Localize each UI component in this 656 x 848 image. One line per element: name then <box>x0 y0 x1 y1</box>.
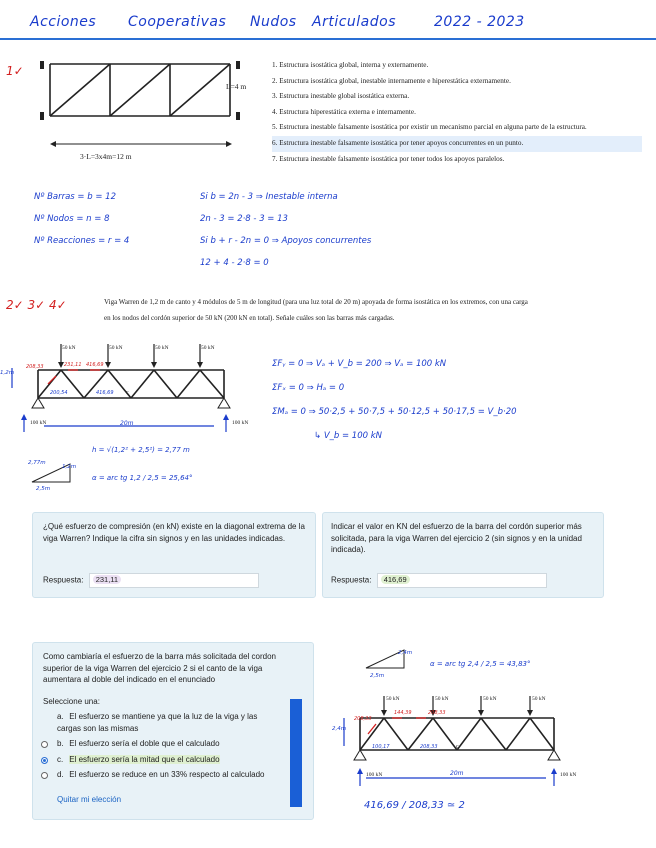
option-b[interactable] <box>33 738 279 750</box>
page-header <box>30 14 630 40</box>
option-a-letter: a. <box>57 712 64 721</box>
header-year: 2022 - 2023 <box>434 14 525 30</box>
tri2-base-label: 2,5m <box>370 673 385 679</box>
load-2-4: 50 kN <box>532 696 546 702</box>
reaction-left: 100 kN <box>30 420 47 426</box>
option-b-letter: b. <box>57 739 64 748</box>
eq-sum-m: ΣMₐ = 0 ⇒ 50·2,5 + 50·7,5 + 50·12,5 + 50·17,5 = V_b·20 <box>272 407 517 417</box>
load-2-3: 50 kN <box>483 696 497 702</box>
dim-height-label: L=4 m <box>226 82 247 91</box>
clear-choice-link[interactable]: Quitar mi elección <box>57 795 122 804</box>
bar-value-c: 416,69 <box>86 362 104 368</box>
options-list <box>33 711 279 785</box>
calc-bars: Nº Barras = b = 12 <box>34 192 116 202</box>
calc-right <box>200 186 371 274</box>
radio-d[interactable] <box>41 772 48 779</box>
answer-row-2 <box>331 573 547 588</box>
eq-sum-fy: ΣFᵧ = 0 ⇒ Vₐ + V_b = 200 ⇒ Vₐ = 100 kN <box>272 359 447 369</box>
calc-condition-3: Si b + r - 2n = 0 ⇒ Apoyos concurrentes <box>200 236 372 246</box>
tri-hyp-label: 2,77m <box>28 460 46 466</box>
statement-item-highlighted: 6. Estructura inestable falsamente isostática por tener apoyos concurrentes en un punto. <box>272 136 642 152</box>
problem-statement <box>104 294 644 326</box>
statement-item: 5. Estructura inestable falsamente isostática por existir un mecanismo parcial en alguna parte de la estructura. <box>272 123 587 132</box>
radio-b[interactable] <box>41 741 48 748</box>
question-card-2 <box>322 512 604 598</box>
header-title-acciones: Acciones <box>30 14 97 30</box>
answer-value-1: 231,11 <box>93 575 121 584</box>
calc-left <box>34 186 129 252</box>
calc-condition-2: 2n - 3 = 2·8 - 3 = 13 <box>200 214 288 224</box>
tri-height-label: 1,2m <box>62 464 77 470</box>
option-d-letter: d. <box>57 770 64 779</box>
truss-diagram-1 <box>30 52 270 172</box>
header-title-nudos: Nudos <box>250 14 297 30</box>
calc-condition-4: 12 + 4 - 2·8 = 0 <box>200 258 269 268</box>
load-2-2: 50 kN <box>435 696 449 702</box>
reaction2-left: 100 kN <box>366 772 383 778</box>
option-b-text: El esfuerzo sería el doble que el calculado <box>69 739 220 748</box>
answer-label-2: Respuesta: <box>331 575 372 585</box>
reaction2-right: 100 kN <box>560 772 577 778</box>
span-label: 20m <box>120 420 134 427</box>
problem-line-1: Viga Warren de 1,2 m de canto y 4 módulos de 5 m de longitud (para una luz total de 20 m) apoyada de forma isostática en los extremos, con una carga <box>104 298 528 306</box>
bar2-value-d: 100,17 <box>372 744 390 750</box>
section1-marker: 1✓ <box>6 64 24 78</box>
equilibrium-equations <box>272 352 517 448</box>
dim-length-label: 3·L=3x4m=12 m <box>80 152 132 161</box>
node-c-label: c <box>126 390 129 396</box>
span-label-2: 20m <box>450 770 464 777</box>
bar2-value-b: 144,39 <box>394 710 412 716</box>
answer-value-2: 416,69 <box>381 575 410 584</box>
answer-row-1 <box>43 573 259 588</box>
calc-reactions: Nº Reacciones = r = 4 <box>34 236 130 246</box>
question-2-text: Indicar el valor en KN del esfuerzo de la barra del cordón superior más solicitada, para la viga Warren del ejercicio 2 (sin signos y en la unidad indicada). <box>331 522 582 554</box>
question-3-text: Como cambiaría el esfuerzo de la barra más solicitada del cordon superior de la viga Warren del ejercicio 2 si el canto de la viga aumentara al doble del indicado en el enunciado <box>43 652 277 684</box>
height-label-2: 2,4m <box>332 726 347 732</box>
answer-label-1: Respuesta: <box>43 575 84 585</box>
load-4: 50 kN <box>201 345 215 351</box>
question-card-1 <box>32 512 316 598</box>
header-title-articulados: Articulados <box>312 14 396 30</box>
option-a-text: El esfuerzo se mantiene ya que la luz de la viga y las cargas son las mismas <box>57 712 258 733</box>
bar-value-a: 208,33 <box>26 364 44 370</box>
load-2-1: 50 kN <box>386 696 400 702</box>
ratio-result: 416,69 / 208,33 ≃ 2 <box>364 800 465 811</box>
answer-input-2[interactable] <box>377 573 547 588</box>
option-c[interactable] <box>33 754 279 766</box>
node2-c-label: c <box>456 744 459 750</box>
select-one-label: Seleccione una: <box>43 697 100 706</box>
option-a[interactable] <box>33 711 279 734</box>
correct-answer-bar <box>290 699 302 807</box>
bar-value-d: 200,54 <box>50 390 68 396</box>
eq-result: ↳ V_b = 100 kN <box>314 431 383 441</box>
question-card-3 <box>32 642 314 820</box>
eq-sum-fx: ΣFₓ = 0 ⇒ Hₐ = 0 <box>272 383 345 393</box>
load-1: 50 kN <box>62 345 76 351</box>
header-underline <box>0 38 656 40</box>
option-d-text: El esfuerzo se reduce en un 33% respecto al calculado <box>69 770 265 779</box>
option-c-letter: c. <box>57 754 64 764</box>
reaction-right: 100 kN <box>232 420 249 426</box>
statement-item: 7. Estructura inestable falsamente isostática por tener todos los apoyos paralelos. <box>272 154 505 163</box>
question-1-text: ¿Qué esfuerzo de compresión (en kN) existe en la diagonal extrema de la viga Warren? Indique la cifra sin signos y en las unidades indicadas. <box>43 522 305 543</box>
answer-input-1[interactable] <box>89 573 259 588</box>
header-title-cooperativas: Cooperativas <box>128 14 227 30</box>
statement-item: 4. Estructura hiperestática externa e internamente. <box>272 107 416 116</box>
angle-calc-2: α = arc tg 2,4 / 2,5 = 43,83° <box>430 660 531 668</box>
radio-c-selected[interactable] <box>41 757 48 764</box>
statement-item: 3. Estructura inestable global isostática externa. <box>272 92 410 101</box>
statement-item: 2. Estructura isostática global, inestable internamente e hiperestática externamente. <box>272 76 511 85</box>
calc-condition-1: Si b = 2n - 3 ⇒ Inestable interna <box>200 192 338 202</box>
section2-marker: 2✓ 3✓ 4✓ <box>6 298 67 312</box>
bar-value-e: 416,69 <box>96 390 114 396</box>
statement-list <box>272 58 642 167</box>
tri2-height-label: 2,4m <box>398 650 413 656</box>
tri-base-label: 2,5m <box>36 486 51 492</box>
option-d[interactable] <box>33 769 279 781</box>
bar2-value-a: 208,33 <box>354 716 372 722</box>
problem-line-2: en los nodos del cordón superior de 50 kN (200 kN en total). Señale cuáles son las barras más cargadas. <box>104 314 395 322</box>
option-c-text: El esfuerzo sería la mitad que el calculado <box>69 754 220 764</box>
load-2: 50 kN <box>109 345 123 351</box>
bar-value-b: 231,11 <box>64 362 82 368</box>
hypotenuse-calc: h = √(1,2² + 2,5²) = 2,77 m <box>92 446 190 454</box>
statement-item: 1. Estructura isostática global, interna y externamente. <box>272 61 429 69</box>
bar2-value-c: 208,33 <box>428 710 446 716</box>
load-3: 50 kN <box>155 345 169 351</box>
angle-calc: α = arc tg 1,2 / 2,5 = 25,64° <box>92 474 193 482</box>
calc-nodes: Nº Nodos = n = 8 <box>34 214 110 224</box>
bar2-value-e: 208,33 <box>420 744 438 750</box>
height-label: 1,2m <box>0 370 15 376</box>
